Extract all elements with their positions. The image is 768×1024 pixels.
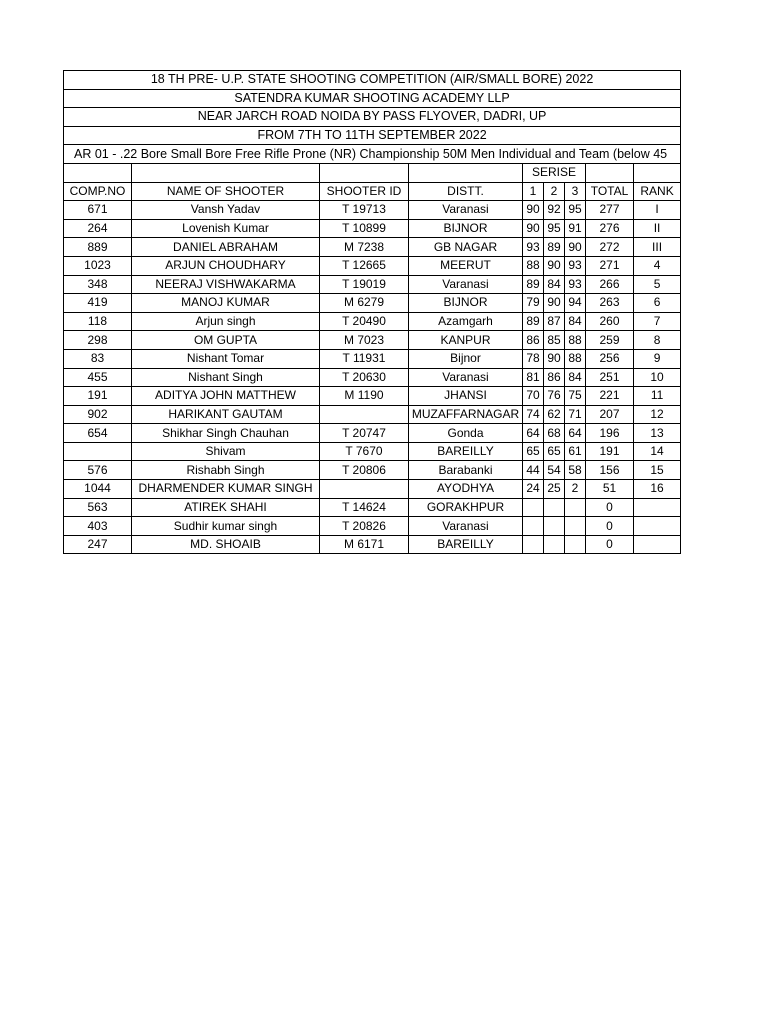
total-score: 260: [586, 312, 634, 331]
comp-no-cell: 671: [64, 201, 132, 220]
shooter-name-cell: Shivam: [132, 442, 320, 461]
district-cell: Varanasi: [409, 368, 523, 387]
district-cell: Bijnor: [409, 349, 523, 368]
series-2-score: 90: [544, 294, 565, 313]
table-row: [64, 201, 681, 220]
table-row: [64, 535, 681, 554]
rank-cell: 9: [634, 349, 681, 368]
rank-cell: [634, 535, 681, 554]
series-1-score: 70: [523, 387, 544, 406]
series-3-score: 88: [565, 331, 586, 350]
district-cell: MEERUT: [409, 256, 523, 275]
series-1-score: 86: [523, 331, 544, 350]
series-1-score: [523, 498, 544, 517]
district-cell: Varanasi: [409, 201, 523, 220]
total-score: 191: [586, 442, 634, 461]
series-3-score: 64: [565, 424, 586, 443]
comp-no-cell: 419: [64, 294, 132, 313]
series-3-score: [565, 498, 586, 517]
shooter-id-cell: M 6171: [320, 535, 409, 554]
rank-cell: [634, 517, 681, 536]
series-3-score: 58: [565, 461, 586, 480]
series-1-score: 74: [523, 405, 544, 424]
shooter-id-cell: M 7238: [320, 238, 409, 257]
rank-cell: 12: [634, 405, 681, 424]
series-1-score: [523, 517, 544, 536]
shooter-name-cell: Vansh Yadav: [132, 201, 320, 220]
shooter-name-cell: NEERAJ VISHWAKARMA: [132, 275, 320, 294]
venue-address: NEAR JARCH ROAD NOIDA BY PASS FLYOVER, DADRI, UP: [64, 108, 681, 127]
shooter-name-cell: DHARMENDER KUMAR SINGH: [132, 480, 320, 499]
rank-cell: 16: [634, 480, 681, 499]
series-1-score: 89: [523, 275, 544, 294]
district-cell: Barabanki: [409, 461, 523, 480]
series-3-score: 61: [565, 442, 586, 461]
comp-no-cell: 1044: [64, 480, 132, 499]
total-score: 221: [586, 387, 634, 406]
rank-cell: 11: [634, 387, 681, 406]
shooter-id-cell: T 19713: [320, 201, 409, 220]
shooter-id-cell: T 12665: [320, 256, 409, 275]
series-3-score: 84: [565, 312, 586, 331]
total-score: 256: [586, 349, 634, 368]
comp-no-cell: 83: [64, 349, 132, 368]
total-score: 0: [586, 535, 634, 554]
series-2-score: 76: [544, 387, 565, 406]
district-cell: JHANSI: [409, 387, 523, 406]
total-score: 271: [586, 256, 634, 275]
total-score: 0: [586, 498, 634, 517]
table-row: [64, 256, 681, 275]
total-score: 207: [586, 405, 634, 424]
district-cell: MUZAFFARNAGAR: [409, 405, 523, 424]
series-3-score: 94: [565, 294, 586, 313]
series-1-score: 65: [523, 442, 544, 461]
results-table: [63, 70, 681, 554]
district-cell: Varanasi: [409, 275, 523, 294]
series-1-score: 90: [523, 219, 544, 238]
shooter-name-cell: Nishant Singh: [132, 368, 320, 387]
rank-cell: 13: [634, 424, 681, 443]
rank-cell: I: [634, 201, 681, 220]
col-name: NAME OF SHOOTER: [132, 182, 320, 201]
shooter-name-cell: OM GUPTA: [132, 331, 320, 350]
col-shooter-id: SHOOTER ID: [320, 182, 409, 201]
total-score: 272: [586, 238, 634, 257]
shooter-id-cell: M 6279: [320, 294, 409, 313]
comp-no-cell: 576: [64, 461, 132, 480]
series-3-score: 93: [565, 256, 586, 275]
table-row: [64, 517, 681, 536]
district-cell: GORAKHPUR: [409, 498, 523, 517]
event-dates: FROM 7TH TO 11TH SEPTEMBER 2022: [64, 126, 681, 145]
rank-cell: 10: [634, 368, 681, 387]
table-row: [64, 498, 681, 517]
table-row: [64, 219, 681, 238]
series-1-score: 89: [523, 312, 544, 331]
total-score: 277: [586, 201, 634, 220]
table-row: [64, 312, 681, 331]
header-row-4: [64, 126, 681, 145]
table-row: [64, 349, 681, 368]
series-3-score: 71: [565, 405, 586, 424]
comp-no-cell: 889: [64, 238, 132, 257]
district-cell: Gonda: [409, 424, 523, 443]
shooter-id-cell: M 7023: [320, 331, 409, 350]
series-3-score: 91: [565, 219, 586, 238]
comp-no-cell: 264: [64, 219, 132, 238]
shooter-id-cell: M 1190: [320, 387, 409, 406]
total-score: 51: [586, 480, 634, 499]
shooter-id-cell: [320, 405, 409, 424]
shooter-id-cell: T 20747: [320, 424, 409, 443]
shooter-id-cell: T 19019: [320, 275, 409, 294]
series-2-score: 25: [544, 480, 565, 499]
table-row: [64, 480, 681, 499]
comp-no-cell: 455: [64, 368, 132, 387]
shooter-id-cell: T 20806: [320, 461, 409, 480]
series-label: SERISE: [523, 163, 586, 182]
district-cell: KANPUR: [409, 331, 523, 350]
shooter-name-cell: Nishant Tomar: [132, 349, 320, 368]
shooter-id-cell: T 10899: [320, 219, 409, 238]
comp-no-cell: 247: [64, 535, 132, 554]
total-score: 196: [586, 424, 634, 443]
series-2-score: [544, 498, 565, 517]
comp-no-cell: 902: [64, 405, 132, 424]
shooter-id-cell: T 11931: [320, 349, 409, 368]
rank-cell: 8: [634, 331, 681, 350]
col-series-2: 2: [544, 182, 565, 201]
table-row: [64, 461, 681, 480]
rank-cell: 7: [634, 312, 681, 331]
comp-no-cell: 563: [64, 498, 132, 517]
comp-no-cell: [64, 442, 132, 461]
shooter-id-cell: T 20826: [320, 517, 409, 536]
header-row-3: [64, 108, 681, 127]
shooter-name-cell: Rishabh Singh: [132, 461, 320, 480]
shooter-name-cell: HARIKANT GAUTAM: [132, 405, 320, 424]
comp-no-cell: 191: [64, 387, 132, 406]
series-2-score: [544, 535, 565, 554]
col-comp-no: COMP.NO: [64, 182, 132, 201]
rank-cell: 15: [634, 461, 681, 480]
series-2-score: 92: [544, 201, 565, 220]
district-cell: AYODHYA: [409, 480, 523, 499]
series-1-score: 81: [523, 368, 544, 387]
series-1-score: 78: [523, 349, 544, 368]
series-2-score: 90: [544, 349, 565, 368]
shooter-name-cell: Lovenish Kumar: [132, 219, 320, 238]
series-2-score: 87: [544, 312, 565, 331]
series-1-score: 79: [523, 294, 544, 313]
series-1-score: 93: [523, 238, 544, 257]
series-3-score: 75: [565, 387, 586, 406]
col-total: TOTAL: [586, 182, 634, 201]
series-3-score: 95: [565, 201, 586, 220]
series-1-score: 44: [523, 461, 544, 480]
blank-cell: [64, 163, 132, 182]
series-3-score: 90: [565, 238, 586, 257]
rank-cell: 6: [634, 294, 681, 313]
shooter-name-cell: ATIREK SHAHI: [132, 498, 320, 517]
total-score: 251: [586, 368, 634, 387]
blank-cell: [634, 163, 681, 182]
col-series-1: 1: [523, 182, 544, 201]
table-row: [64, 275, 681, 294]
shooter-id-cell: T 14624: [320, 498, 409, 517]
shooter-name-cell: Shikhar Singh Chauhan: [132, 424, 320, 443]
header-row-2: [64, 89, 681, 108]
district-cell: BAREILLY: [409, 535, 523, 554]
district-cell: GB NAGAR: [409, 238, 523, 257]
competition-title: 18 TH PRE- U.P. STATE SHOOTING COMPETITION (AIR/SMALL BORE) 2022: [64, 71, 681, 90]
total-score: 263: [586, 294, 634, 313]
series-1-score: [523, 535, 544, 554]
col-distt: DISTT.: [409, 182, 523, 201]
rank-cell: II: [634, 219, 681, 238]
series-2-score: [544, 517, 565, 536]
shooter-id-cell: [320, 480, 409, 499]
shooter-name-cell: MANOJ KUMAR: [132, 294, 320, 313]
comp-no-cell: 1023: [64, 256, 132, 275]
total-score: 276: [586, 219, 634, 238]
rank-cell: [634, 498, 681, 517]
table-row: [64, 294, 681, 313]
series-3-score: [565, 535, 586, 554]
header-row-1: [64, 71, 681, 90]
shooter-name-cell: ADITYA JOHN MATTHEW: [132, 387, 320, 406]
series-2-score: 86: [544, 368, 565, 387]
blank-cell: [586, 163, 634, 182]
series-1-score: 88: [523, 256, 544, 275]
total-score: 0: [586, 517, 634, 536]
shooter-id-cell: T 20630: [320, 368, 409, 387]
district-cell: Varanasi: [409, 517, 523, 536]
shooter-id-cell: T 7670: [320, 442, 409, 461]
series-1-score: 90: [523, 201, 544, 220]
comp-no-cell: 298: [64, 331, 132, 350]
series-1-score: 64: [523, 424, 544, 443]
series-2-score: 84: [544, 275, 565, 294]
series-2-score: 65: [544, 442, 565, 461]
district-cell: BAREILLY: [409, 442, 523, 461]
district-cell: Azamgarh: [409, 312, 523, 331]
district-cell: BIJNOR: [409, 294, 523, 313]
series-2-score: 89: [544, 238, 565, 257]
series-2-score: 95: [544, 219, 565, 238]
organizer-name: SATENDRA KUMAR SHOOTING ACADEMY LLP: [64, 89, 681, 108]
total-score: 259: [586, 331, 634, 350]
comp-no-cell: 118: [64, 312, 132, 331]
series-2-score: 68: [544, 424, 565, 443]
table-row: [64, 442, 681, 461]
table-row: [64, 424, 681, 443]
series-2-score: 85: [544, 331, 565, 350]
series-3-score: 93: [565, 275, 586, 294]
series-3-score: [565, 517, 586, 536]
rank-cell: 5: [634, 275, 681, 294]
table-row: [64, 331, 681, 350]
shooter-name-cell: Sudhir kumar singh: [132, 517, 320, 536]
series-2-score: 90: [544, 256, 565, 275]
series-2-score: 62: [544, 405, 565, 424]
table-row: [64, 387, 681, 406]
blank-cell: [132, 163, 320, 182]
comp-no-cell: 403: [64, 517, 132, 536]
series-header-row: [64, 163, 681, 182]
series-3-score: 88: [565, 349, 586, 368]
series-3-score: 84: [565, 368, 586, 387]
total-score: 266: [586, 275, 634, 294]
rank-cell: III: [634, 238, 681, 257]
shooter-name-cell: MD. SHOAIB: [132, 535, 320, 554]
comp-no-cell: 348: [64, 275, 132, 294]
col-series-3: 3: [565, 182, 586, 201]
table-row: [64, 405, 681, 424]
blank-cell: [409, 163, 523, 182]
series-2-score: 54: [544, 461, 565, 480]
rank-cell: 14: [634, 442, 681, 461]
rank-cell: 4: [634, 256, 681, 275]
header-row-5: [64, 145, 681, 164]
series-1-score: 24: [523, 480, 544, 499]
shooter-name-cell: ARJUN CHOUDHARY: [132, 256, 320, 275]
district-cell: BIJNOR: [409, 219, 523, 238]
comp-no-cell: 654: [64, 424, 132, 443]
series-3-score: 2: [565, 480, 586, 499]
table-row: [64, 368, 681, 387]
table-row: [64, 238, 681, 257]
shooter-id-cell: T 20490: [320, 312, 409, 331]
shooter-name-cell: DANIEL ABRAHAM: [132, 238, 320, 257]
blank-cell: [320, 163, 409, 182]
event-title: AR 01 - .22 Bore Small Bore Free Rifle Prone (NR) Championship 50M Men Individual and Team (below 45: [64, 145, 681, 164]
total-score: 156: [586, 461, 634, 480]
col-rank: RANK: [634, 182, 681, 201]
shooter-name-cell: Arjun singh: [132, 312, 320, 331]
column-header-row: [64, 182, 681, 201]
